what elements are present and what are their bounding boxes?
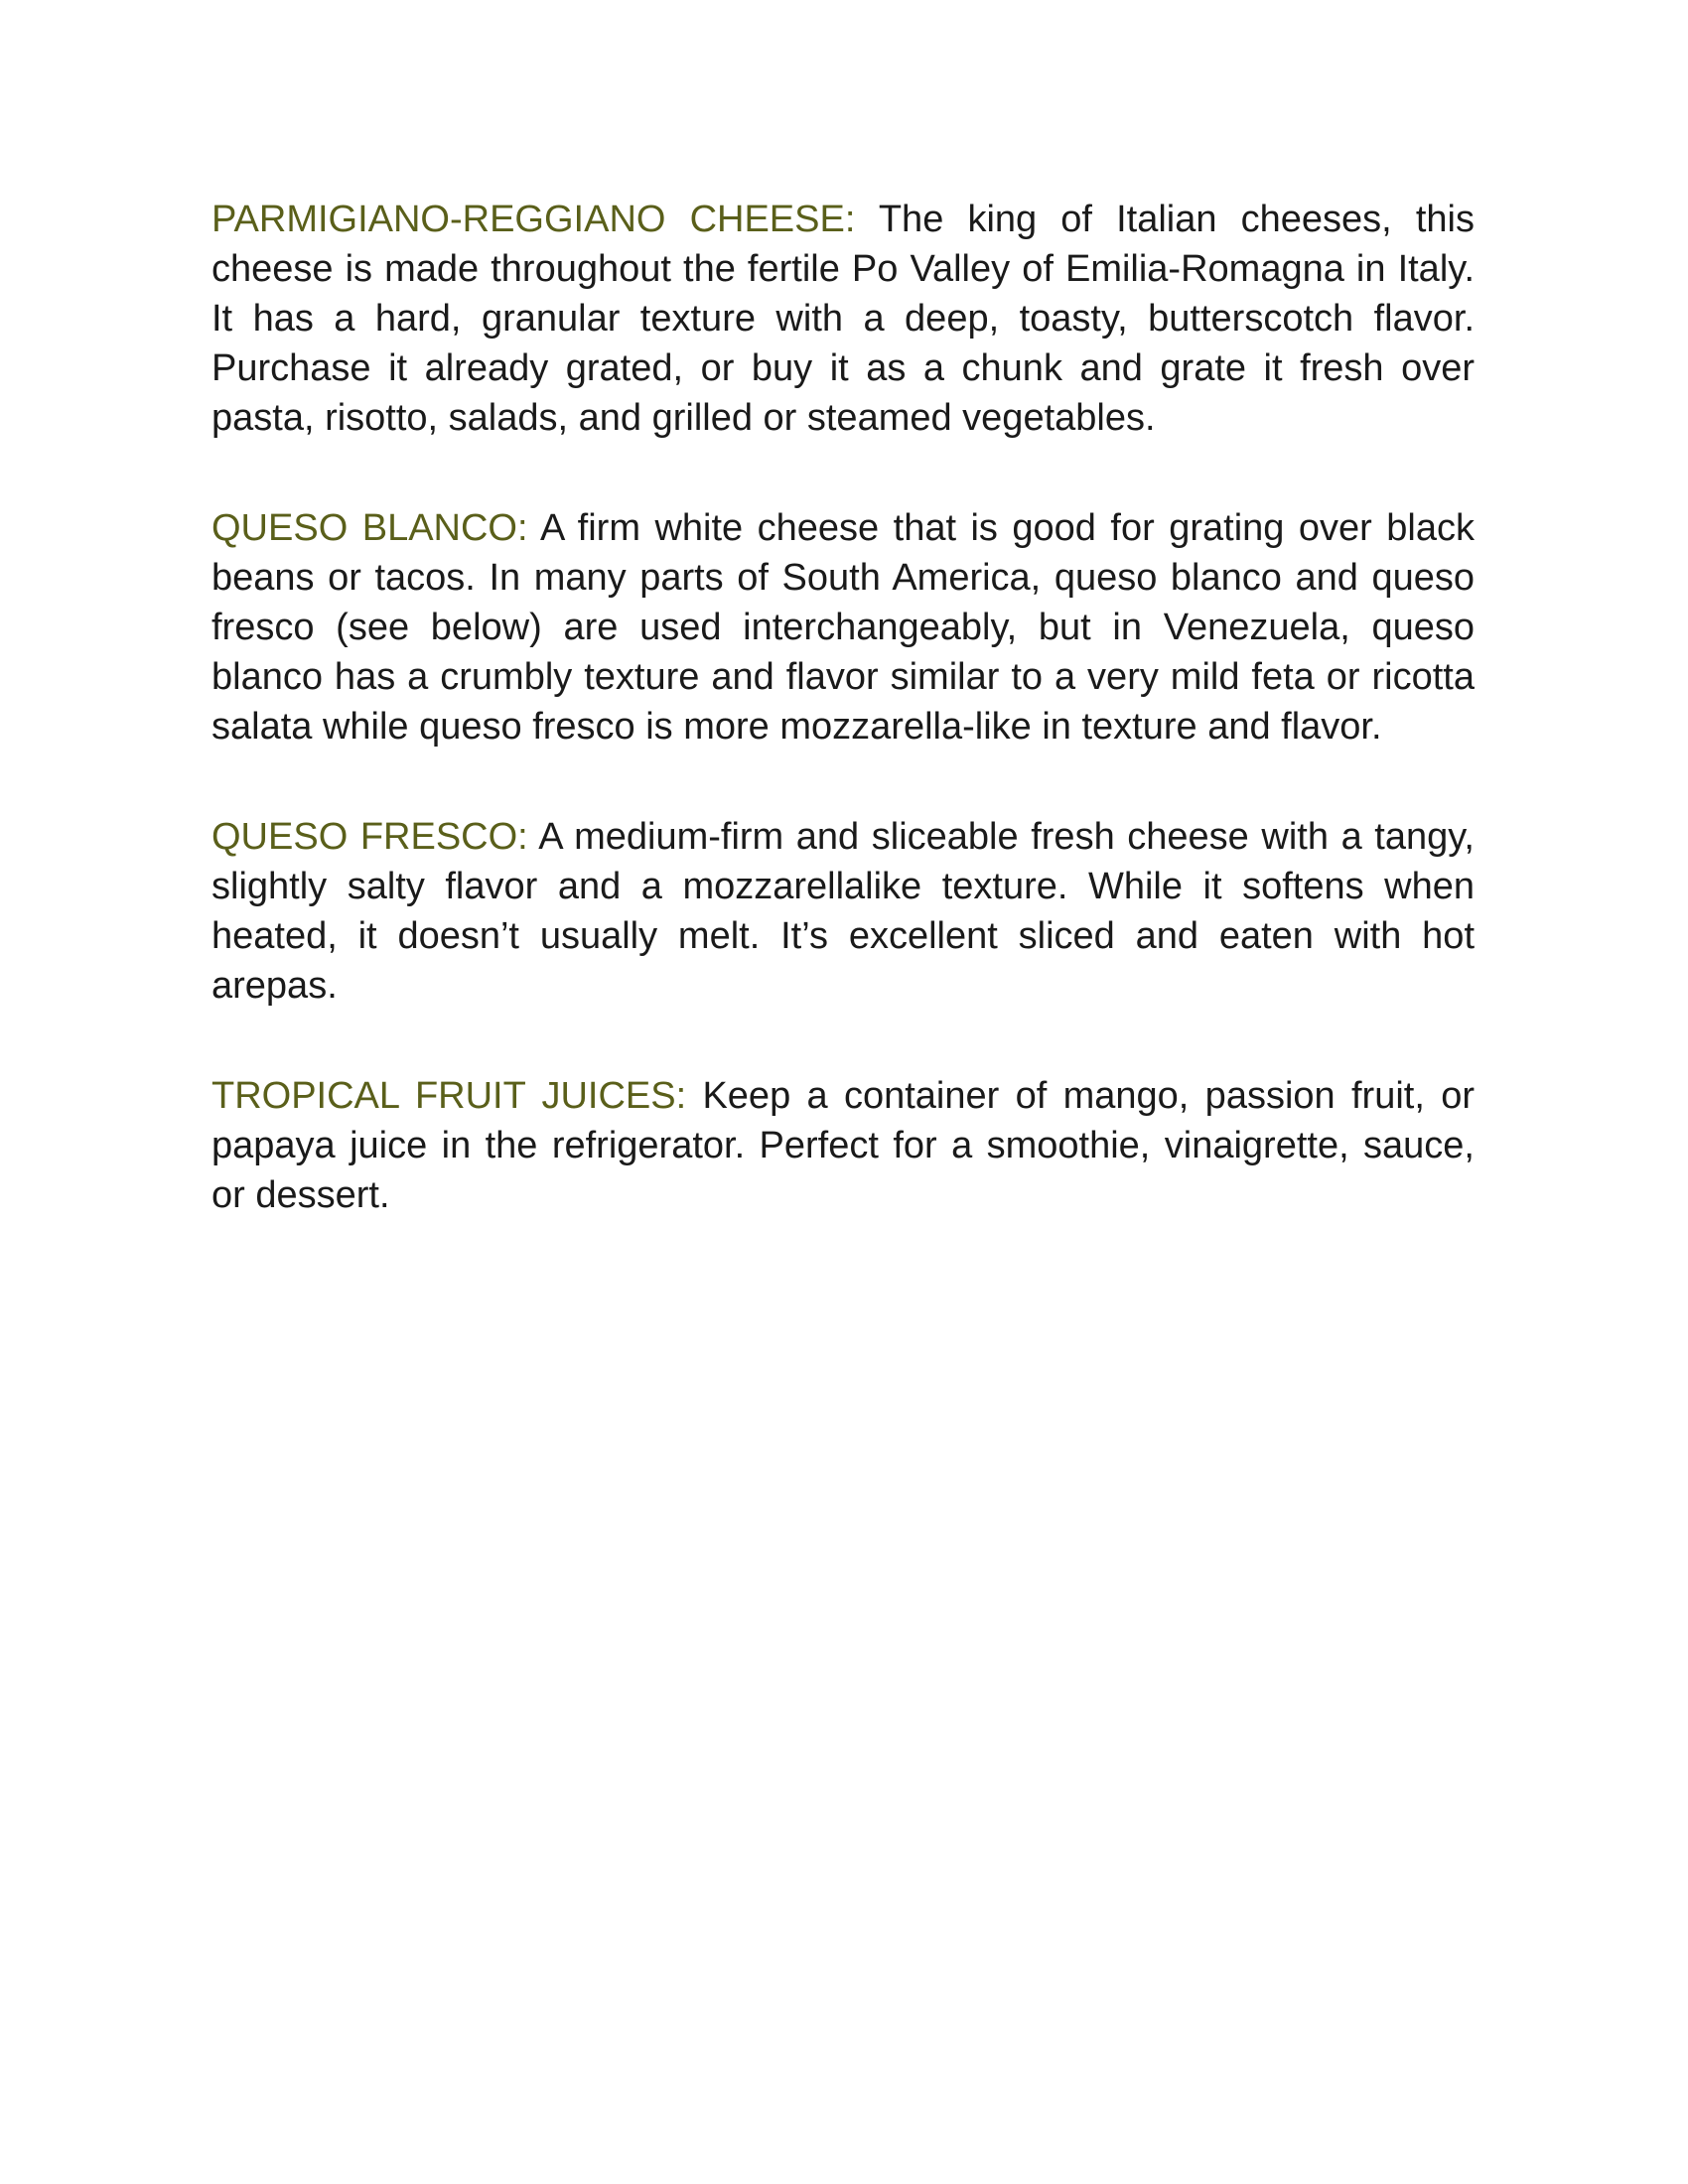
glossary-definition: A firm white cheese that is good for grating over black beans or tacos. In many parts of South America, queso blanco and queso fresco (see below) are used interchangeably, but in Venezuela, queso blanco has a crumbly texture and flavor similar to a very mild feta or ricotta salata while queso fresco is more mozzarella-like in texture and flavor. bbox=[211, 507, 1475, 748]
glossary-definition: The king of Italian cheeses, this cheese is made throughout the fertile Po Valley of Emilia-Romagna in Italy. It has a hard, granular texture with a deep, toasty, butterscotch flavor. Purchase it already grated, or buy it as a chunk and grate it fresh over pasta, risotto, salads, and grilled or steamed vegetables. bbox=[211, 199, 1475, 439]
document-page bbox=[211, 195, 1475, 1281]
glossary-term: TROPICAL FRUIT JUICES: bbox=[211, 1075, 687, 1117]
glossary-entry-tropical-fruit-juices bbox=[211, 1071, 1475, 1220]
glossary-definition: Keep a container of mango, passion fruit, or papaya juice in the refrigerator. Perfect for a smoothie, vinaigrette, sauce, or dessert. bbox=[211, 1075, 1475, 1216]
glossary-term: PARMIGIANO-REGGIANO CHEESE: bbox=[211, 199, 856, 240]
glossary-term: QUESO BLANCO: bbox=[211, 507, 528, 549]
glossary-entry-queso-blanco bbox=[211, 503, 1475, 751]
glossary-definition: A medium-firm and sliceable fresh cheese with a tangy, slightly salty flavor and a mozzarellalike texture. While it softens when heated, it doesn’t usually melt. It’s excellent sliced and eaten with hot arepas. bbox=[211, 816, 1475, 1007]
glossary-entry-parmigiano bbox=[211, 195, 1475, 443]
glossary-term: QUESO FRESCO: bbox=[211, 816, 528, 858]
glossary-entry-queso-fresco bbox=[211, 812, 1475, 1011]
